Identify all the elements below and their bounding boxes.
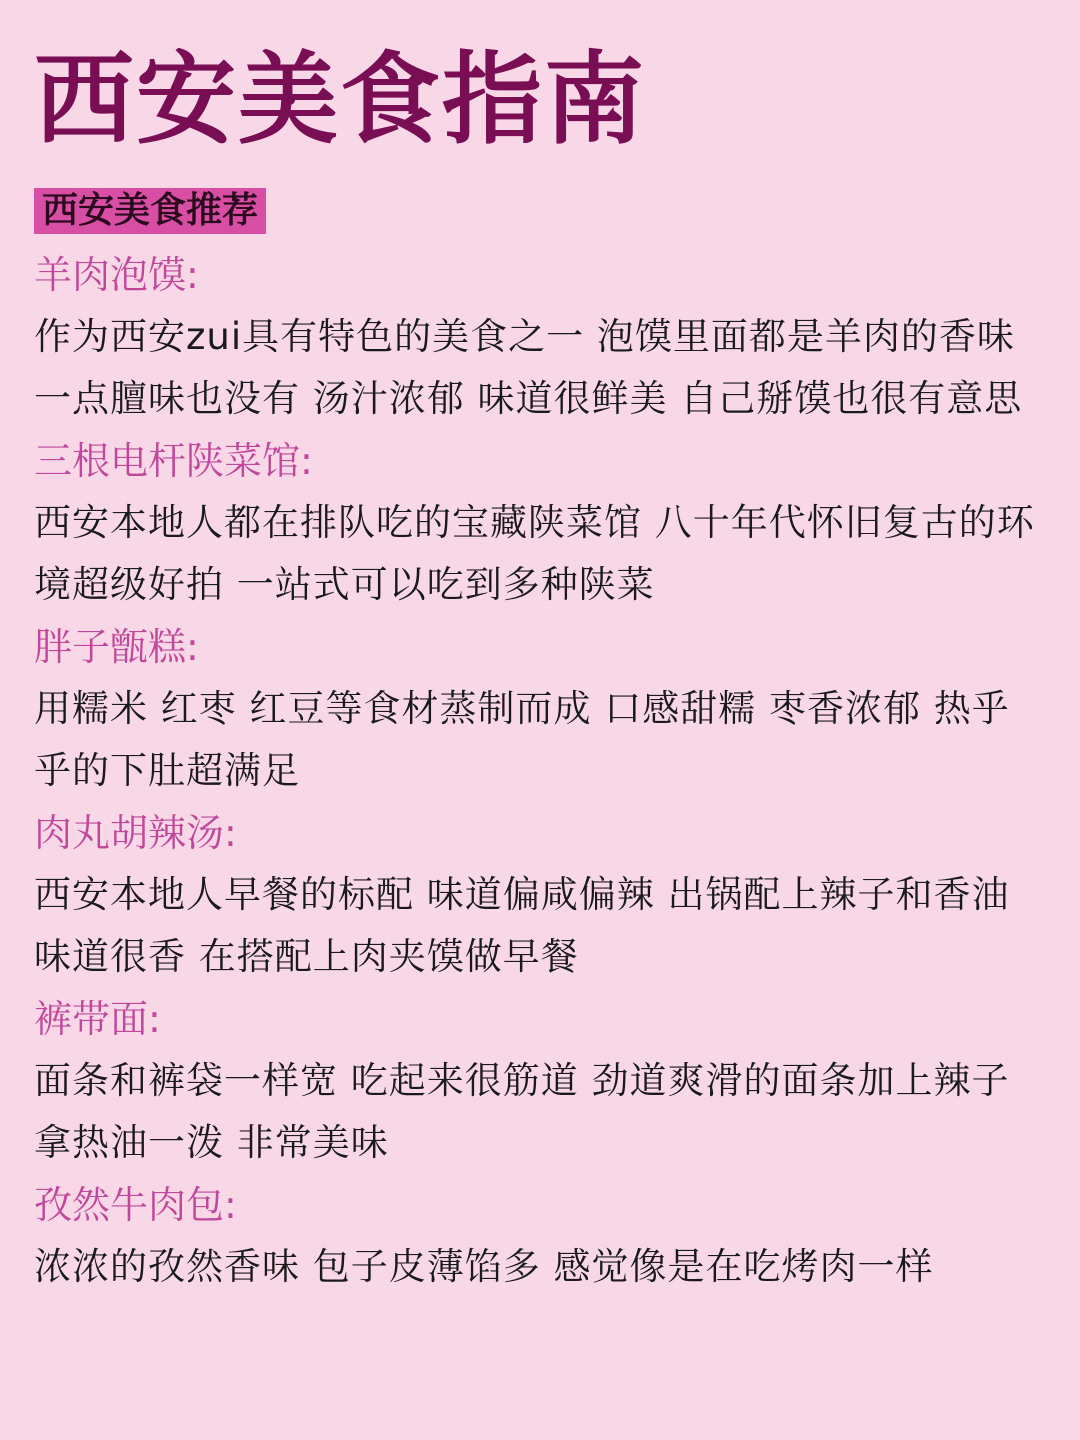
section-tag: 西安美食推荐 — [34, 188, 266, 234]
food-item — [34, 616, 1046, 802]
food-description: 西安本地人都在排队吃的宝藏陕菜馆 八十年代怀旧复古的环境超级好拍 一站式可以吃到多种陕菜 — [34, 501, 1035, 606]
food-item — [34, 1174, 1046, 1298]
food-name: 三根电杆陕菜馆: — [34, 439, 313, 483]
food-item — [34, 802, 1046, 988]
food-item — [34, 244, 1046, 430]
food-item — [34, 988, 1046, 1174]
food-description: 作为西安zui具有特色的美食之一 泡馍里面都是羊肉的香味 一点膻味也没有 汤汁浓郁 味道很鲜美 自己掰馍也很有意思 — [34, 315, 1023, 420]
food-description: 用糯米 红枣 红豆等食材蒸制而成 口感甜糯 枣香浓郁 热乎乎的下肚超满足 — [34, 687, 1010, 792]
food-item — [34, 430, 1046, 616]
food-description: 西安本地人早餐的标配 味道偏咸偏辣 出锅配上辣子和香油 味道很香 在搭配上肉夹馍做早餐 — [34, 873, 1010, 978]
food-description: 浓浓的孜然香味 包子皮薄馅多 感觉像是在吃烤肉一样 — [34, 1245, 934, 1288]
food-name: 裤带面: — [34, 997, 161, 1041]
food-name: 胖子甑糕: — [34, 625, 199, 669]
food-name: 肉丸胡辣汤: — [34, 811, 237, 855]
food-list — [34, 244, 1046, 1298]
page-title: 西安美食指南 — [34, 41, 646, 158]
food-description: 面条和裤袋一样宽 吃起来很筋道 劲道爽滑的面条加上辣子拿热油一泼 非常美味 — [34, 1059, 1010, 1164]
food-name: 孜然牛肉包: — [34, 1183, 237, 1227]
food-name: 羊肉泡馍: — [34, 253, 199, 297]
